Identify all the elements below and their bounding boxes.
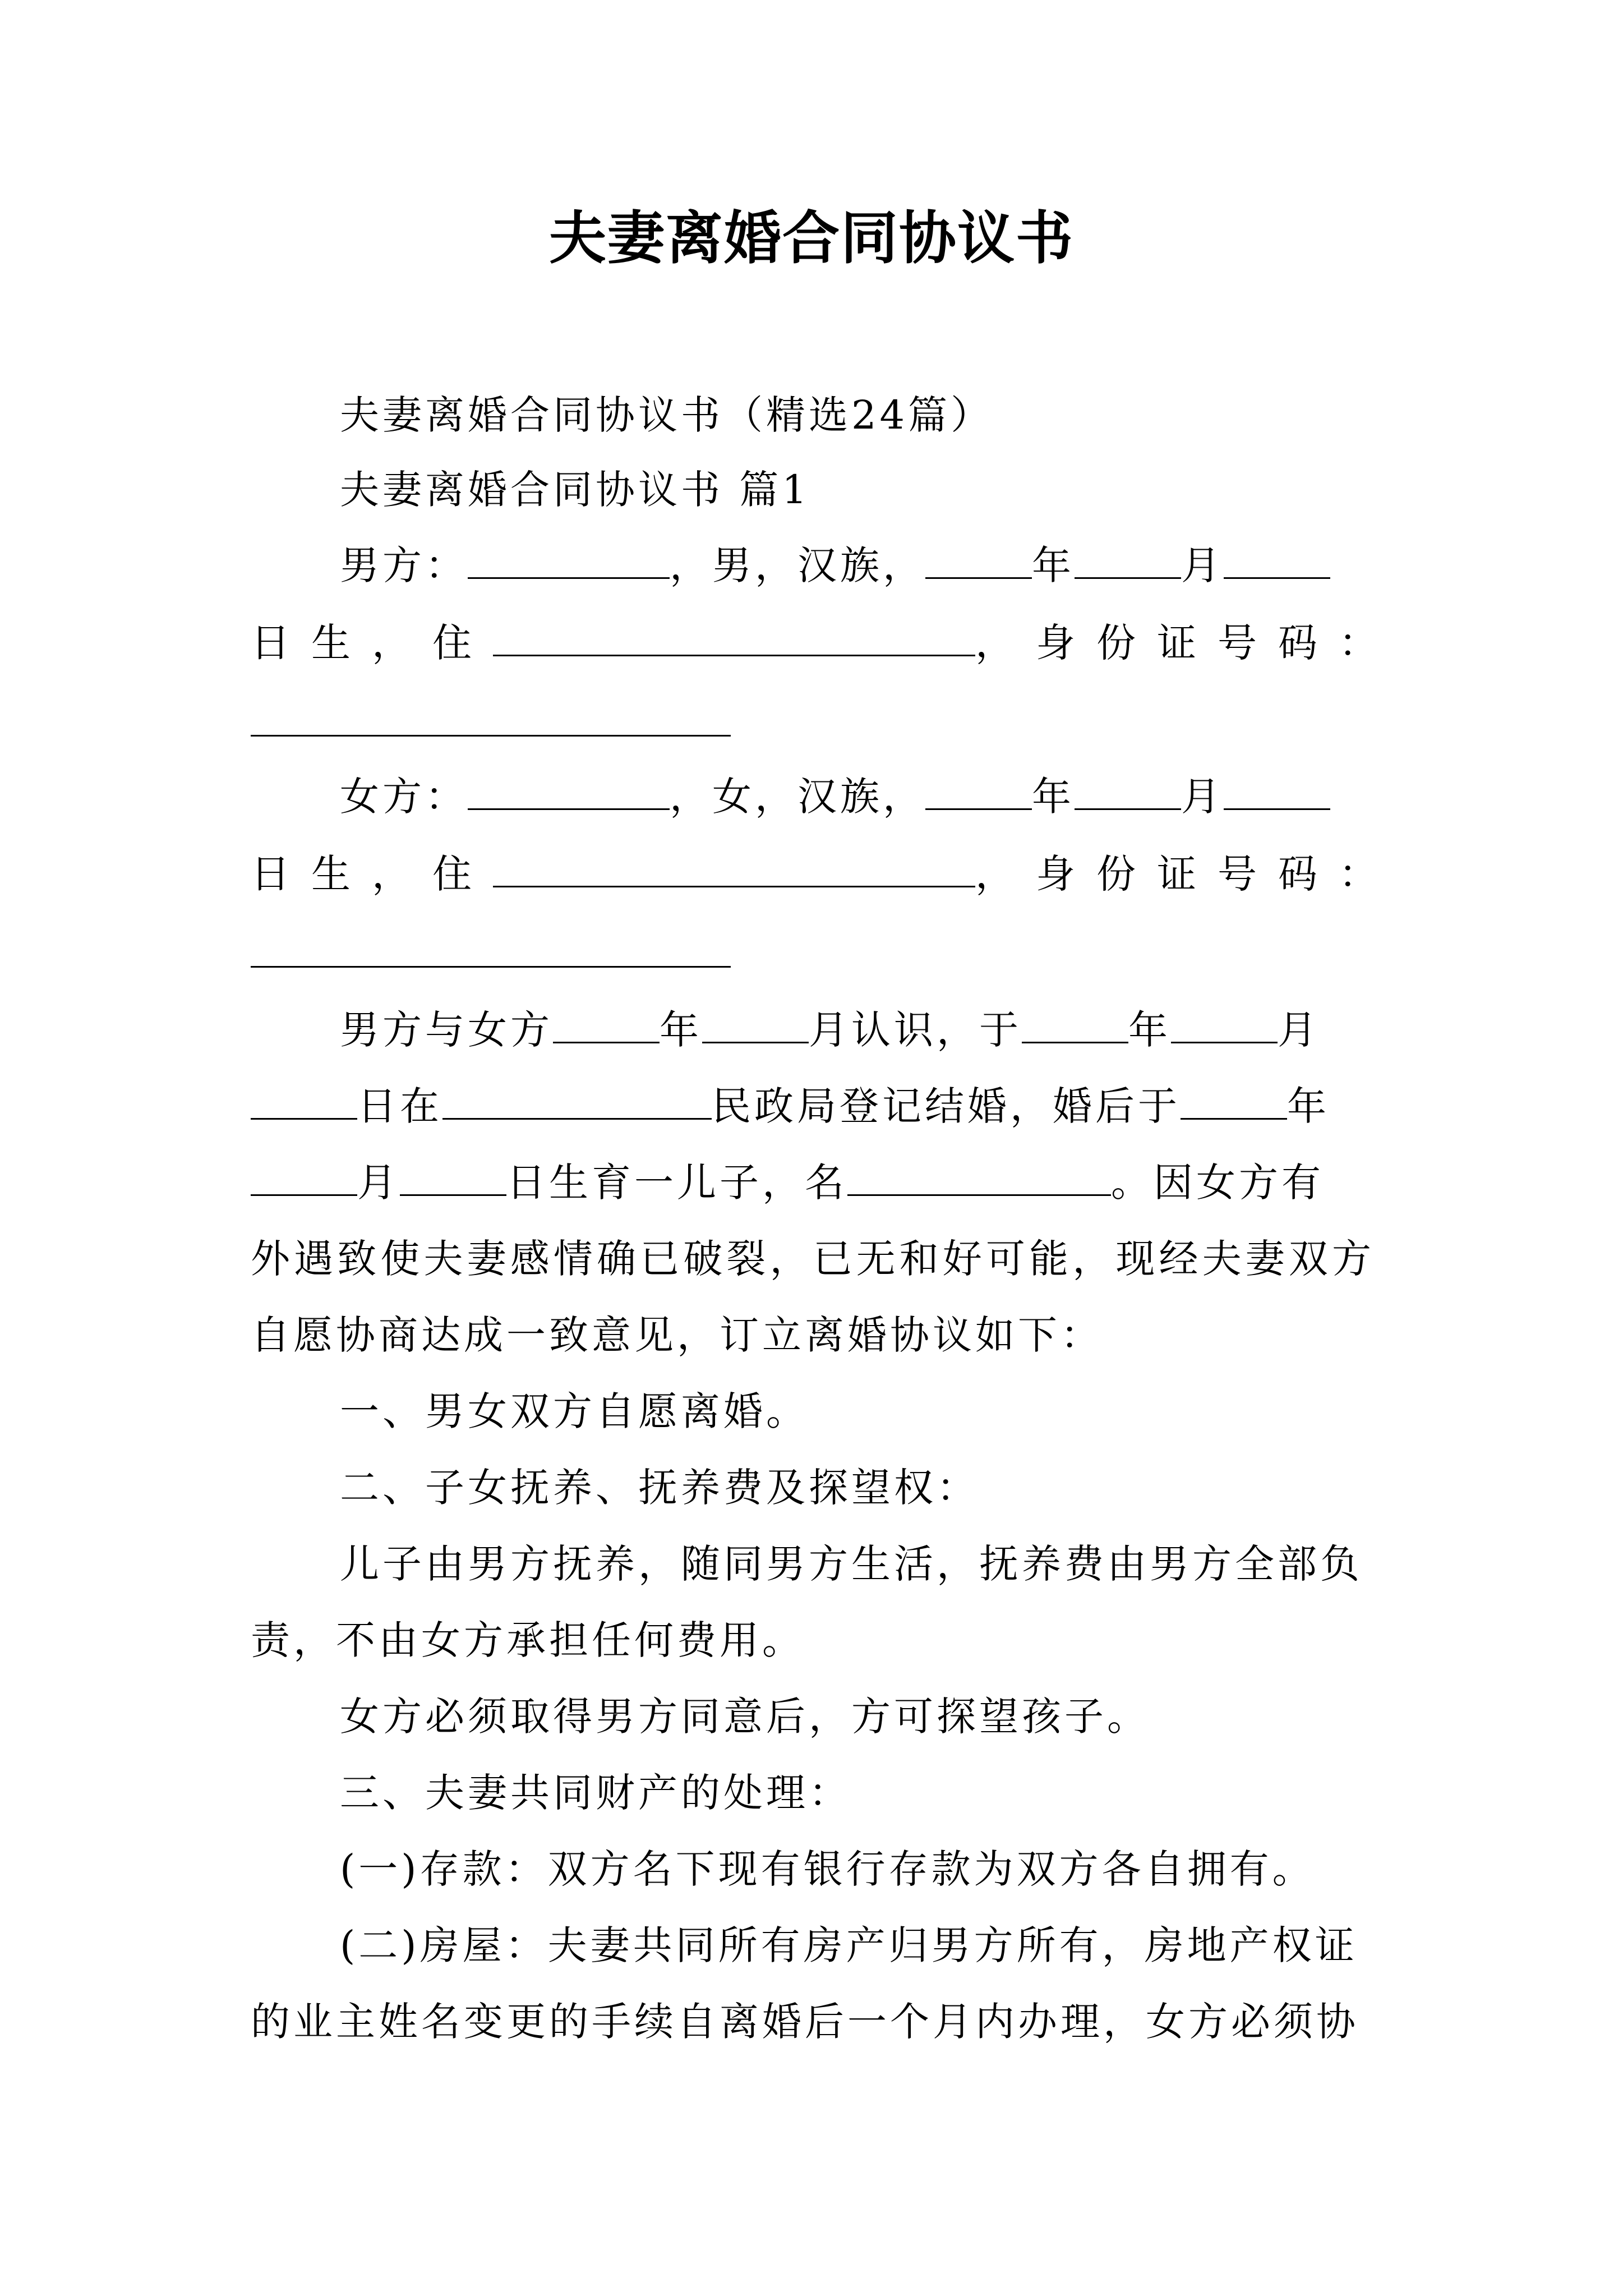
female-address-line	[251, 846, 1399, 902]
registered-text: 民政局登记结婚，婚后于	[712, 1083, 1181, 1129]
male-name-blank	[468, 538, 670, 579]
male-gender-text: ，男，汉族，	[670, 542, 925, 588]
met-year-label: 年	[660, 1007, 702, 1053]
document-title: 夫妻离婚合同协议书	[549, 205, 1074, 272]
reg-place-blank	[442, 1079, 712, 1120]
female-gender-text: ，女，汉族，	[670, 774, 925, 820]
female-year-blank	[925, 769, 1032, 810]
female-name-blank	[468, 769, 670, 810]
male-year-blank	[925, 538, 1032, 579]
met-year-blank	[553, 1002, 660, 1043]
male-day-blank	[1224, 538, 1330, 579]
male-party-line	[340, 537, 1330, 593]
met-month-blank	[702, 1002, 809, 1043]
paragraph-line: 儿子由男方抚养，随同男方生活，抚养费由男方全部负	[340, 1541, 1363, 1587]
female-month-label: 月	[1181, 774, 1224, 820]
paragraph-line: (一)存款：双方名下现有银行存款为双方各自拥有。	[340, 1846, 1315, 1892]
reg-day-blank	[251, 1079, 357, 1120]
clause-heading: 三、夫妻共同财产的处理：	[340, 1770, 851, 1816]
female-month-blank	[1075, 769, 1181, 810]
male-id-blank	[251, 735, 731, 737]
male-born-label: 日生，住	[251, 620, 493, 666]
female-party-line	[340, 769, 1330, 825]
male-month-blank	[1075, 538, 1181, 579]
birth-year-blank	[1181, 1079, 1287, 1120]
female-address-blank	[493, 846, 975, 887]
female-born-label: 日生，住	[251, 851, 493, 897]
paragraph-line: 外遇致使夫妻感情确已破裂，已无和好可能，现经夫妻双方	[251, 1236, 1375, 1282]
paragraph-line: (二)房屋：夫妻共同所有房产归男方所有，房地产权证	[340, 1922, 1358, 1968]
male-month-label: 月	[1181, 542, 1224, 588]
female-id-blank	[251, 966, 731, 968]
female-id-label: ，身份证号码：	[975, 851, 1399, 897]
paragraph-line: 女方必须取得男方同意后，方可探望孩子。	[340, 1694, 1150, 1740]
marriage-line-1	[340, 1002, 1320, 1058]
female-day-blank	[1224, 769, 1330, 810]
paragraph-line: 责，不由女方承担任何费用。	[251, 1617, 805, 1663]
birth-year-label: 年	[1287, 1083, 1330, 1129]
birth-month-label: 月	[357, 1159, 400, 1205]
clause-heading: 二、子女抚养、抚养费及探望权：	[340, 1465, 979, 1511]
female-year-label: 年	[1032, 774, 1075, 820]
reg-day-text: 日在	[357, 1083, 442, 1129]
marriage-text-part1: 男方与女方	[340, 1007, 553, 1053]
clause-heading: 一、男女双方自愿离婚。	[340, 1388, 809, 1434]
child-name-blank	[847, 1155, 1111, 1196]
female-party-label: 女方：	[340, 774, 468, 820]
section-heading: 夫妻离婚合同协议书 篇1	[340, 467, 810, 513]
male-address-blank	[493, 615, 975, 656]
male-address-line	[251, 615, 1399, 671]
birth-text: 日生育一儿子，名	[506, 1159, 847, 1205]
male-party-label: 男方：	[340, 542, 468, 588]
reason-text: 。因女方有	[1111, 1159, 1324, 1205]
birth-month-blank	[251, 1155, 357, 1196]
reg-month-label: 月	[1278, 1007, 1320, 1053]
met-text: 月认识，于	[809, 1007, 1022, 1053]
reg-year-blank	[1022, 1002, 1128, 1043]
paragraph-line: 自愿协商达成一致意见，订立离婚协议如下：	[251, 1312, 1103, 1358]
paragraph-line: 的业主姓名变更的手续自离婚后一个月内办理，女方必须协	[251, 1999, 1359, 2045]
male-year-label: 年	[1032, 542, 1075, 588]
birth-day-blank	[400, 1155, 506, 1196]
reg-year-label: 年	[1128, 1007, 1171, 1053]
document-subtitle: 夫妻离婚合同协议书（精选24篇）	[340, 392, 994, 438]
marriage-line-2	[251, 1078, 1330, 1134]
reg-month-blank	[1171, 1002, 1278, 1043]
marriage-line-3	[251, 1154, 1324, 1211]
male-id-label: ，身份证号码：	[975, 620, 1399, 666]
